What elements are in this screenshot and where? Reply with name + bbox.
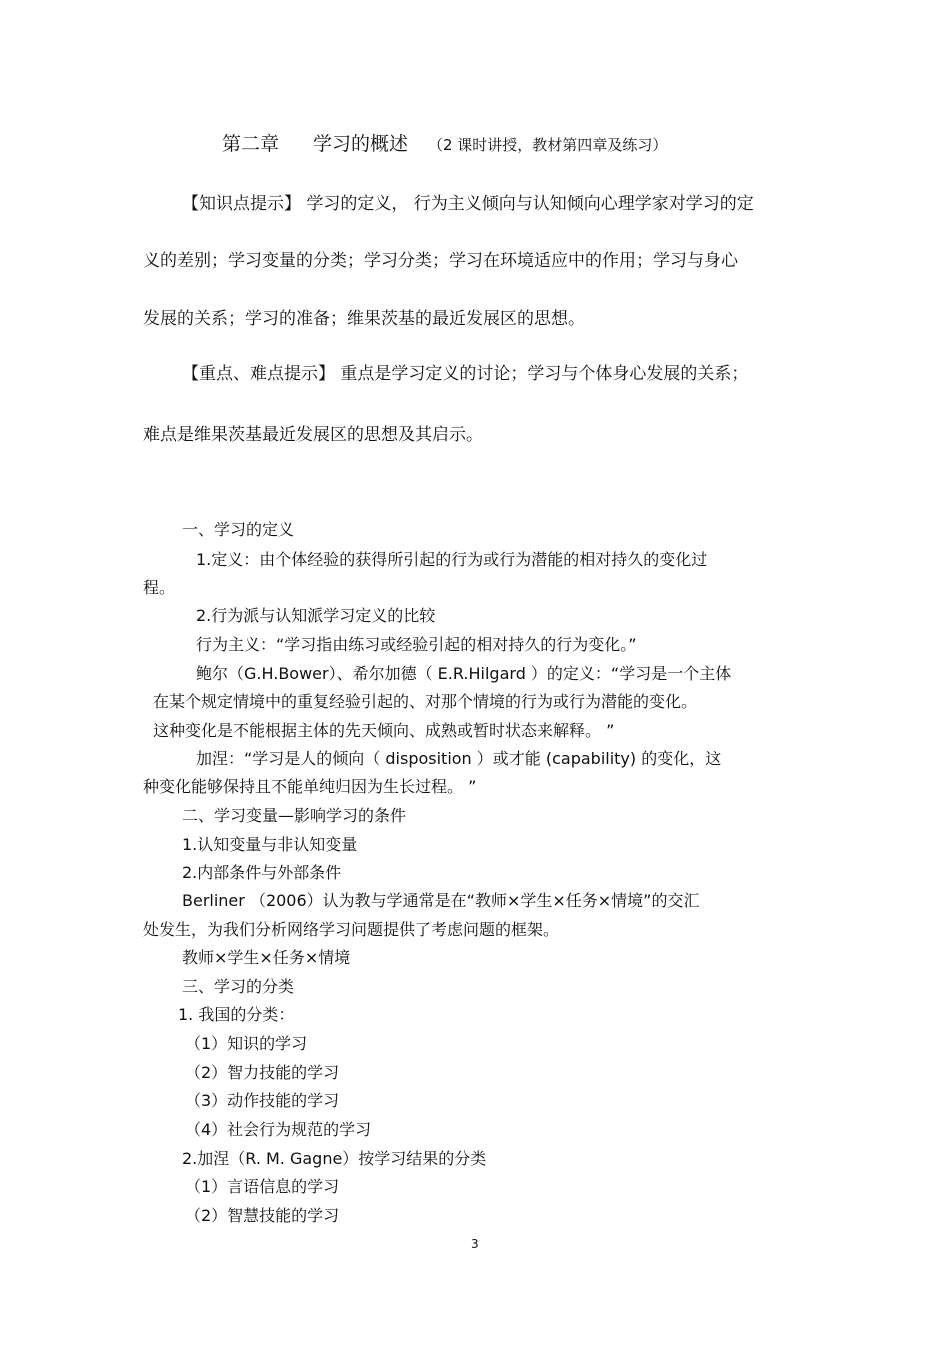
body-line: 处发生，为我们分析网络学习问题提供了考虑问题的框架。	[143, 920, 560, 939]
knowledge-hint-line: 【知识点提示】 学习的定义， 行为主义倾向与认知倾向心理学家对学习的定	[182, 194, 754, 214]
list-item: （1）知识的学习	[185, 1034, 308, 1053]
body-line: 程。	[143, 578, 176, 597]
section-heading: 二、学习变量—影响学习的条件	[182, 806, 407, 825]
chapter-label: 第二章	[222, 133, 280, 155]
body-line: 2.加涅（R. M. Gagne）按学习结果的分类	[182, 1149, 487, 1168]
body-line: 种变化能够保持且不能单纯归因为生长过程。 ”	[143, 777, 477, 796]
body-line: 加涅：“学习是人的倾向（ disposition ）或才能 (capability) 的变化，这	[196, 749, 722, 768]
body-line: 2.行为派与认知派学习定义的比较	[196, 606, 436, 625]
body-line: 这种变化是不能根据主体的先天倾向、成熟或暂时状态来解释。 ”	[153, 721, 615, 740]
body-line: 鲍尔（G.H.Bower）、希尔加德（ E.R.Hilgard ）的定义：“学习是一个主体	[196, 664, 732, 683]
body-line: 1. 我国的分类：	[178, 1005, 295, 1024]
knowledge-hint-line: 义的差别；学习变量的分类；学习分类；学习在环境适应中的作用；学习与身心	[143, 251, 738, 271]
chapter-title: 学习的概述	[313, 133, 409, 155]
list-item: （2）智力技能的学习	[185, 1063, 340, 1082]
body-line: 1.认知变量与非认知变量	[182, 835, 358, 854]
body-line: 教师×学生×任务×情境	[182, 948, 351, 967]
key-hint-line: 难点是维果茨基最近发展区的思想及其启示。	[143, 425, 483, 445]
section-heading: 三、学习的分类	[182, 977, 295, 996]
knowledge-hint-line: 发展的关系；学习的准备；维果茨基的最近发展区的思想。	[143, 309, 585, 329]
chapter-note: （2 课时讲授，教材第四章及练习）	[428, 136, 668, 154]
body-line: 2.内部条件与外部条件	[182, 863, 342, 882]
list-item: （3）动作技能的学习	[185, 1091, 340, 1110]
key-hint-line: 【重点、难点提示】 重点是学习定义的讨论；学习与个体身心发展的关系；	[182, 364, 749, 384]
page-number: 3	[471, 1237, 479, 1251]
section-heading: 一、学习的定义	[182, 520, 295, 539]
body-line: 在某个规定情境中的重复经验引起的、对那个情境的行为或行为潜能的变化。	[153, 692, 698, 711]
list-item: （2）智慧技能的学习	[185, 1206, 340, 1225]
list-item: （4）社会行为规范的学习	[185, 1120, 372, 1139]
body-line: Berliner （2006）认为教与学通常是在“教师×学生×任务×情境”的交汇	[182, 891, 700, 910]
list-item: （1）言语信息的学习	[185, 1177, 340, 1196]
body-line: 行为主义：“学习指由练习或经验引起的相对持久的行为变化。”	[196, 635, 637, 654]
body-line: 1.定义：由个体经验的获得所引起的行为或行为潜能的相对持久的变化过	[196, 550, 708, 569]
